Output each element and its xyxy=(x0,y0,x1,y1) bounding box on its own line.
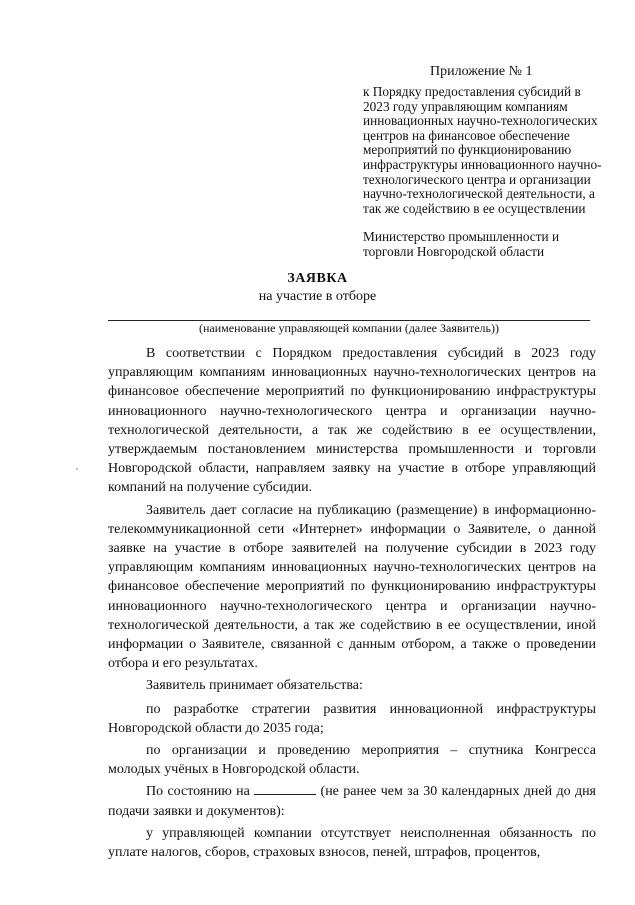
paragraph-consent: Заявитель дает согласие на публикацию (размещение) в информационно-телекоммуникационной сети «Интернет» информации о Заявителе, о данной заявке на участие в отборе заявителей на получение субсидии в 2023 году управляющим компаниям инновационных научно-технологических центров на финансовое обеспечение мероприятий по функционированию инфраструктуры инновационного научно-технологического центра и организации научно-технологической деятельности, а так же содействию в ее осуществлении, иной информации о Заявителе, связанной с данным отбором, а также о проведении отбора и его результатах. xyxy=(108,502,596,672)
paragraph-no-debts: у управляющей компании отсутствует неисполненная обязанность по уплате налогов, сборов, страховых взносов, пеней, штрафов, процентов, xyxy=(108,825,596,861)
paragraph-date xyxy=(108,782,596,820)
date-blank xyxy=(254,782,316,795)
appendix-text: к Порядку предоставления субсидий в 2023 году управляющим компаниям инновационных научно-технологических центров на финансовое обеспечение мероприятий по функционированию инфраструктуры инновационного научно-технологического центра и организации научно-технологической деятельности, а так же содействию в ее осуществлении xyxy=(363,84,602,216)
date-label: По состоянию на xyxy=(146,784,250,800)
appendix-block xyxy=(363,85,608,260)
applicant-name-caption: (наименование управляющей компании (далее Заявитель)) xyxy=(199,321,499,335)
appendix-title: Приложение № 1 xyxy=(430,64,533,79)
document-subtitle: на участие в отборе xyxy=(258,289,377,304)
scan-speck xyxy=(76,468,78,470)
paragraph-obligation-strategy: по разработке стратегии развития инновационной инфраструктуры Новгородской области до 2035 года; xyxy=(108,701,596,736)
paragraph-obligations: Заявитель принимает обязательства: xyxy=(146,678,363,694)
date-note: (не ранее чем за 30 календарных дней до дня подачи заявки и документов): xyxy=(108,784,596,819)
paragraph-intro: В соответствии с Порядком предоставления субсидий в 2023 году управляющим компаниям инновационных научно-технологических центров на финансовое обеспечение мероприятий по функционированию инфраструктуры инновационного научно-технологического центра и организации научно-технологической деятельности, а так же содействию в ее осуществлении, утверждаемым постановлением министерства промышленности и торговли Новгородской области, направляем заявку на участие в отборе управляющий компаний на получение субсидии. xyxy=(108,346,596,496)
document-title: ЗАЯВКА xyxy=(287,271,348,286)
addressee: Министерство промышленности и торговли Новгородской области xyxy=(363,229,560,259)
document-body xyxy=(108,344,596,865)
paragraph-obligation-event: по организации и проведению мероприятия – спутника Конгресса молодых учёных в Новгородской области. xyxy=(108,743,596,778)
